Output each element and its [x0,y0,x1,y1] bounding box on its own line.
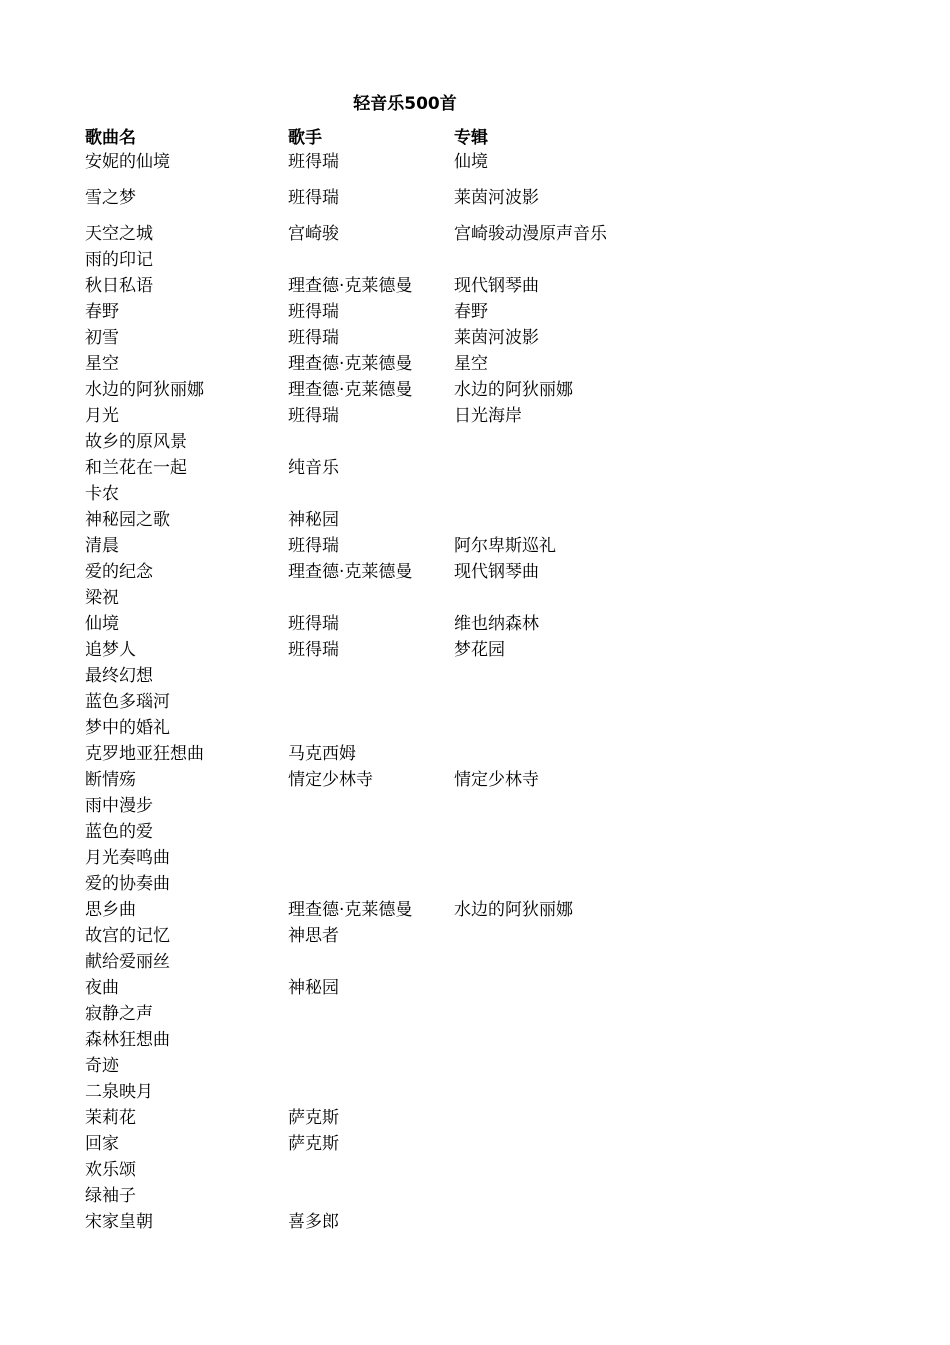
artist-cell: 萨克斯 [288,1134,339,1154]
table-row [85,247,785,273]
table-body [85,149,785,1235]
page-title: 轻音乐500首 [353,94,457,114]
table-row [85,637,785,663]
table-row [85,819,785,845]
album-cell [454,1157,754,1183]
artist-cell: 班得瑞 [288,406,339,426]
album-cell: 宫崎骏动漫原声音乐 [454,224,607,244]
album-cell [454,975,754,1001]
song-name-cell: 清晨 [85,536,119,556]
artist-cell [288,1079,454,1105]
table-row [85,663,785,689]
table-row [85,1079,785,1105]
table-row [85,897,785,923]
header-artist: 歌手 [288,128,322,148]
song-name-cell: 茉莉花 [85,1108,136,1128]
song-name-cell: 水边的阿狄丽娜 [85,380,204,400]
song-name-cell: 和兰花在一起 [85,458,187,478]
artist-cell [288,845,454,871]
song-name-cell: 梦中的婚礼 [85,718,170,738]
song-name-cell: 春野 [85,302,119,322]
artist-cell: 班得瑞 [288,152,339,172]
album-cell [454,455,754,481]
album-cell [454,1001,754,1027]
table-row [85,845,785,871]
artist-cell [288,715,454,741]
artist-cell [288,949,454,975]
table-row [85,221,785,247]
table-row [85,149,785,185]
song-name-cell: 月光 [85,406,119,426]
table-row [85,1053,785,1079]
album-cell [454,1131,754,1157]
table-row [85,611,785,637]
table-row [85,793,785,819]
table-row [85,741,785,767]
artist-cell [288,1157,454,1183]
album-cell [454,1079,754,1105]
song-name-cell: 断情殇 [85,770,136,790]
song-name-cell: 雨中漫步 [85,796,153,816]
table-row [85,1131,785,1157]
album-cell: 仙境 [454,152,488,172]
artist-cell: 班得瑞 [288,328,339,348]
album-cell: 梦花园 [454,640,505,660]
table-row [85,1157,785,1183]
table-row [85,949,785,975]
album-cell [454,741,754,767]
song-name-cell: 追梦人 [85,640,136,660]
table-row [85,923,785,949]
song-name-cell: 雪之梦 [85,188,136,208]
table-row [85,767,785,793]
artist-cell [288,247,454,273]
artist-cell: 喜多郎 [288,1212,339,1232]
artist-cell [288,585,454,611]
album-cell [454,507,754,533]
song-name-cell: 故乡的原风景 [85,432,187,452]
song-name-cell: 卡农 [85,484,119,504]
song-name-cell: 故宫的记忆 [85,926,170,946]
album-cell: 春野 [454,302,488,322]
song-name-cell: 献给爱丽丝 [85,952,170,972]
table-row [85,273,785,299]
artist-cell: 班得瑞 [288,536,339,556]
artist-cell: 理查德·克莱德曼 [288,354,413,374]
song-name-cell: 夜曲 [85,978,119,998]
album-cell [454,845,754,871]
song-name-cell: 绿袖子 [85,1186,136,1206]
artist-cell: 理查德·克莱德曼 [288,380,413,400]
artist-cell [288,663,454,689]
album-cell [454,1053,754,1079]
table-row [85,455,785,481]
table-row [85,1027,785,1053]
song-name-cell: 月光奏鸣曲 [85,848,170,868]
song-name-cell: 最终幻想 [85,666,153,686]
artist-cell [288,481,454,507]
table-row [85,689,785,715]
song-name-cell: 安妮的仙境 [85,152,170,172]
table-row [85,585,785,611]
album-cell: 莱茵河波影 [454,328,539,348]
artist-cell: 理查德·克莱德曼 [288,900,413,920]
album-cell [454,1209,754,1235]
artist-cell: 理查德·克莱德曼 [288,276,413,296]
artist-cell: 神秘园 [288,510,339,530]
album-cell [454,871,754,897]
song-name-cell: 思乡曲 [85,900,136,920]
artist-cell: 班得瑞 [288,614,339,634]
album-cell [454,481,754,507]
album-cell [454,715,754,741]
artist-cell: 宫崎骏 [288,224,339,244]
artist-cell: 班得瑞 [288,188,339,208]
song-name-cell: 欢乐颂 [85,1160,136,1180]
table-row [85,429,785,455]
song-name-cell: 宋家皇朝 [85,1212,153,1232]
artist-cell [288,793,454,819]
table-row [85,1105,785,1131]
album-cell [454,923,754,949]
song-name-cell: 神秘园之歌 [85,510,170,530]
album-cell [454,689,754,715]
table-row [85,1001,785,1027]
song-name-cell: 爱的纪念 [85,562,153,582]
artist-cell: 情定少林寺 [288,770,373,790]
table-row [85,403,785,429]
song-name-cell: 森林狂想曲 [85,1030,170,1050]
album-cell: 星空 [454,354,488,374]
album-cell: 情定少林寺 [454,770,539,790]
artist-cell: 理查德·克莱德曼 [288,562,413,582]
artist-cell [288,819,454,845]
artist-cell: 班得瑞 [288,640,339,660]
album-cell [454,247,754,273]
table-row [85,533,785,559]
artist-cell [288,429,454,455]
song-name-cell: 初雪 [85,328,119,348]
album-cell: 现代钢琴曲 [454,276,539,296]
song-name-cell: 蓝色多瑙河 [85,692,170,712]
album-cell: 维也纳森林 [454,614,539,634]
song-name-cell: 梁祝 [85,588,119,608]
album-cell [454,663,754,689]
table-row [85,1209,785,1235]
artist-cell [288,1027,454,1053]
album-cell: 日光海岸 [454,406,522,426]
album-cell [454,1183,754,1209]
table-row [85,975,785,1001]
artist-cell [288,1053,454,1079]
artist-cell: 班得瑞 [288,302,339,322]
table-row [85,507,785,533]
song-name-cell: 二泉映月 [85,1082,153,1102]
song-name-cell: 蓝色的爱 [85,822,153,842]
artist-cell [288,1183,454,1209]
table-row [85,559,785,585]
artist-cell [288,1001,454,1027]
table-row [85,481,785,507]
table-row [85,299,785,325]
artist-cell: 纯音乐 [288,458,339,478]
table-row [85,351,785,377]
album-cell: 水边的阿狄丽娜 [454,900,573,920]
album-cell: 水边的阿狄丽娜 [454,380,573,400]
table-row [85,1183,785,1209]
song-name-cell: 雨的印记 [85,250,153,270]
song-name-cell: 秋日私语 [85,276,153,296]
header-album: 专辑 [454,128,488,148]
album-cell [454,1027,754,1053]
album-cell [454,1105,754,1131]
album-cell [454,585,754,611]
artist-cell: 马克西姆 [288,744,356,764]
artist-cell: 神秘园 [288,978,339,998]
song-name-cell: 星空 [85,354,119,374]
table-row [85,871,785,897]
artist-cell [288,689,454,715]
album-cell: 现代钢琴曲 [454,562,539,582]
album-cell: 阿尔卑斯巡礼 [454,536,556,556]
song-name-cell: 寂静之声 [85,1004,153,1024]
table-header-row [85,125,785,149]
artist-cell: 萨克斯 [288,1108,339,1128]
song-name-cell: 克罗地亚狂想曲 [85,744,204,764]
song-name-cell: 爱的协奏曲 [85,874,170,894]
table-row [85,377,785,403]
artist-cell: 神思者 [288,926,339,946]
song-name-cell: 奇迹 [85,1056,119,1076]
album-cell [454,819,754,845]
artist-cell [288,871,454,897]
header-song-name: 歌曲名 [85,128,136,148]
table-row [85,185,785,221]
album-cell [454,949,754,975]
song-name-cell: 回家 [85,1134,119,1154]
table-row [85,715,785,741]
song-table [85,125,785,1235]
album-cell [454,429,754,455]
album-cell: 莱茵河波影 [454,188,539,208]
table-row [85,325,785,351]
song-name-cell: 仙境 [85,614,119,634]
album-cell [454,793,754,819]
song-name-cell: 天空之城 [85,224,153,244]
